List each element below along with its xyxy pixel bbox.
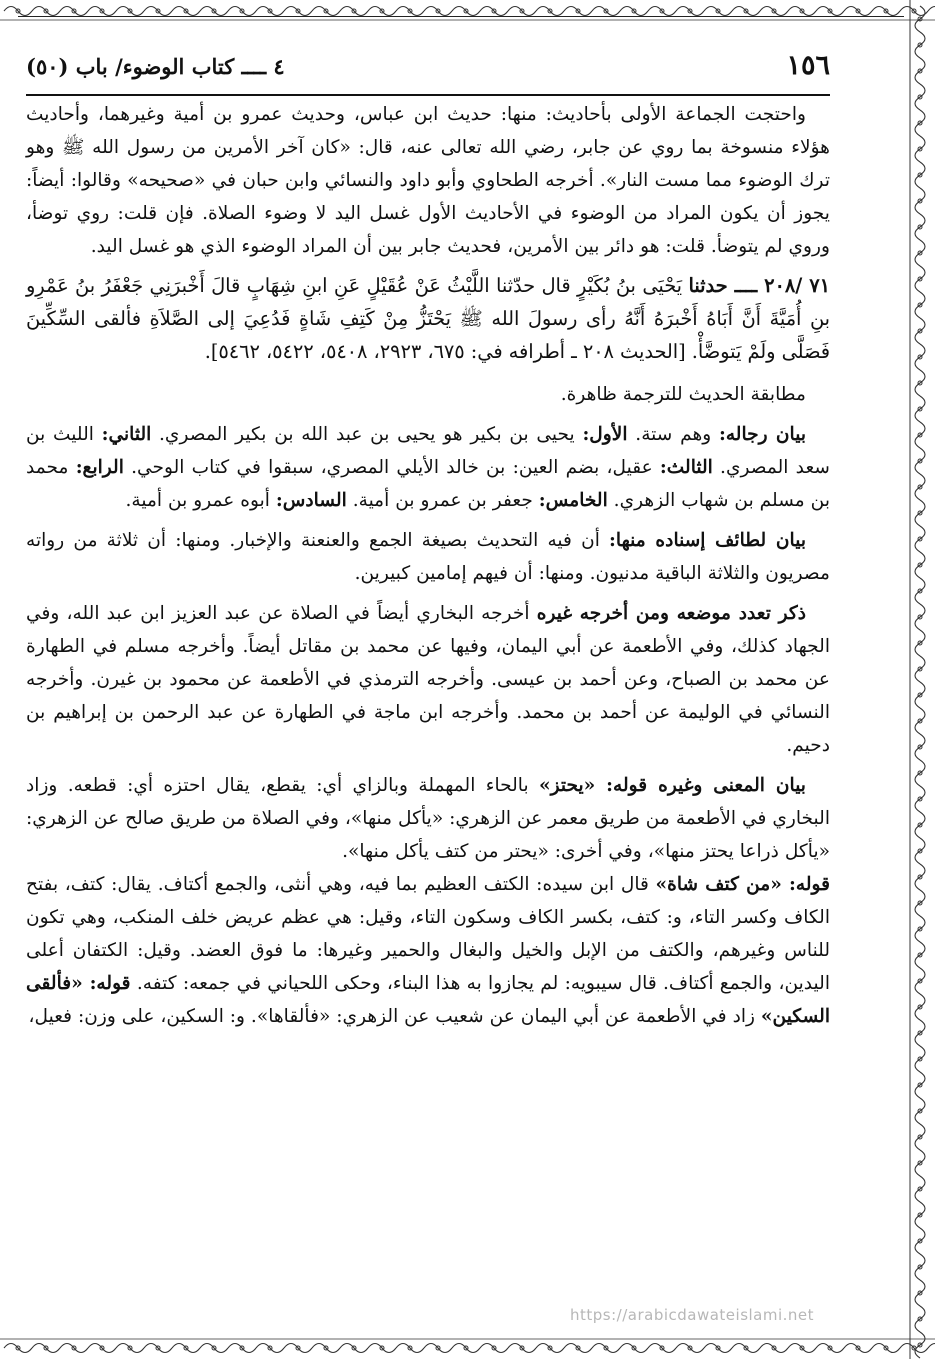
narrator-text-6: أبوه عمرو بن أمية. — [125, 490, 276, 511]
isnad-heading: بيان لطائف إسناده منها: — [609, 530, 807, 551]
narrator-text-5: جعفر بن عمرو بن أمية. — [346, 490, 539, 511]
narrator-label-2: الثاني: — [101, 424, 152, 445]
takhrij-text: أخرجه البخاري أيضاً في الصلاة عن عبد العزيز ابن عبد الله، وفي الجهاد كذلك، وفي الأطعمة عن أبي اليمان، وفيها عن محمد بن مقاتل أيضاً. وأخرجه مسلم في الطهارة عن محمد بن الصباح، وعن أحمد بن عيسى. وأخرجه الترمذي في الأطعمة عن محمود بن غيرن. وأخرجه النسائي في الوليمة عن أحمد بن محمد. وأخرجه ابن ماجة في الطهارة عن عبد الرحمن بن إبراهيم بن دحيم. — [26, 603, 830, 756]
header-rule — [26, 94, 830, 96]
site-watermark: https://arabicdawateislami.net — [570, 1306, 815, 1324]
isnad-text: أن فيه التحديث بصيغة الجمع والعنعنة والإخبار. ومنها: أن ثلاثة من رواته مصريون والثلاثة الباقية مدنيون. ومنها: أن فيهم إمامين كبيرين. — [26, 530, 830, 584]
top-frame-line — [18, 16, 904, 17]
meaning-heading: بيان المعنى وغيره قوله: «يحتز» — [538, 775, 806, 796]
page-header — [26, 50, 830, 90]
bottom-ornament-border — [0, 1337, 935, 1359]
narrator-text-2: الليث بن سعد المصري. — [26, 424, 830, 478]
running-head: ٤ ــــ كتاب الوضوء/ باب (٥٠) — [26, 54, 285, 79]
narrator-label-4: الرابع: — [75, 457, 124, 478]
right-ornament-border — [906, 0, 935, 1359]
qawl-knife-text: زاد في الأطعمة عن أبي اليمان عن شعيب عن الزهري: «فألقاها». و: السكين، على وزن: فعيل، — [28, 1006, 761, 1027]
narrator-text-3: عقيل، بضم العين: بن خالد الأيلي المصري، سبقوا في كتاب الوحي. — [123, 457, 660, 478]
narrators-text: وهم ستة. — [627, 424, 719, 445]
narrator-label-5: الخامس: — [538, 490, 608, 511]
paragraph-isnad — [26, 524, 830, 590]
page-number: ١٥٦ — [786, 50, 830, 81]
takhrij-heading: ذكر تعدد موضعه ومن أخرجه غيره — [536, 603, 807, 624]
top-ornament-border — [0, 0, 935, 22]
narrator-text-1: يحيى بن بكير هو يحيى بن عبد الله بن بكير المصري. — [151, 424, 583, 445]
narrator-text-4: محمد بن مسلم بن شهاب الزهري. — [26, 457, 830, 511]
narrator-label-6: السادس: — [275, 490, 347, 511]
hadith-body: يَحْيَى بنُ بُكَيْرٍ قال حدّثنا اللَّيْثُ عَنْ عُقَيْلٍ عَنِ ابنِ شِهَابٍ قالَ أَخْبرَنِي جَعْفَرُ بنُ عَمْرِو بنِ أُمَيَّةَ أَنَّ أَبَاهُ أَخْبرَهُ أَنَّهُ رأى رسولَ الله ﷺ يَحْتَزُّ مِنْ كَتِفِ شَاةٍ فَدُعِيَ إلى الصَّلاَةِ فألقى السِّكِّينَ فَصَلَّى ولَمْ يَتوضَّأْ. [الحديث ٢٠٨ ـ أطرافه في: ٦٧٥، ٢٩٢٣، ٥٤٠٨، ٥٤٢٢، ٥٤٦٢]. — [26, 274, 830, 363]
hadith-text — [26, 269, 830, 368]
paragraph-match: مطابقة الحديث للترجمة ظاهرة. — [560, 384, 806, 405]
hadith-number: ٧١ /٢٠٨ ــــ حدثنا — [688, 274, 831, 297]
narrator-label-3: الثالث: — [659, 457, 713, 478]
paragraph-takhrij — [26, 597, 830, 762]
paragraph-argument: واحتجت الجماعة الأولى بأحاديث: منها: حديث ابن عباس، وحديث عمرو بن أمية وغيرهما، وأحاديث هؤلاء منسوخة بما روي عن جابر، رضي الله تعالى عنه، قال: «كان آخر الأمرين من رسول الله ﷺ وهو ترك الوضوء مما مست النار». أخرجه الطحاوي وأبو داود والنسائي وابن حبان في «صحيحه» وقالوا: أيضاً: يجوز أن يكون المراد من الوضوء في الأحاديث الأول غسل اليد لا وضوء الصلاة. فإن قلت: روي توضأ، وروي لم يتوضأ. قلت: هو دائر بين الأمرين، فحديث جابر بين أن المراد الوضوء الذي هو غسل اليد. — [26, 104, 830, 257]
page-body — [26, 98, 830, 1033]
qawl-knife-heading: قوله: «فألقى السكين» — [26, 973, 830, 1027]
narrator-label-1: الأول: — [582, 424, 628, 445]
narrators-heading: بيان رجاله: — [718, 424, 806, 445]
paragraph-meaning — [26, 769, 830, 868]
paragraph-narrators — [26, 418, 830, 517]
qawl-shoulder-text: قال ابن سيده: الكتف العظيم بما فيه، وهي أنثى، والجمع أكتاف. يقال: كتف، بفتح الكاف وكسر التاء، و: كتف، بكسر الكاف وسكون التاء، وقيل: هي عظم عريض خلف المنكب، وهي تكون للناس وغيرهم، والكتف من الإبل والخيل والبغال والحمير وغيرها: ما فوق العضد. وقيل: الكتفان أعلى اليدين، والجمع أكتاف. قال سيبويه: لم يجازوا به هذا البناء، وحكى اللحياني في جمعه: كتفه. — [26, 874, 831, 994]
qawl-shoulder-heading: قوله: «من كتف شاة» — [655, 874, 830, 895]
meaning-text: بالحاء المهملة وبالزاي أي: يقطع، يقال احتزه أي: قطعه. وزاد البخاري في الأطعمة من طريق معمر عن الزهري: «يأكل منها»، وفي الصلاة من طريق صالح عن الزهري: «يأكل ذراعا يحتز منها»، وفي أخرى: «يحتر من كتف يأكل منها». — [26, 775, 830, 862]
paragraph-shoulder — [26, 868, 830, 1033]
